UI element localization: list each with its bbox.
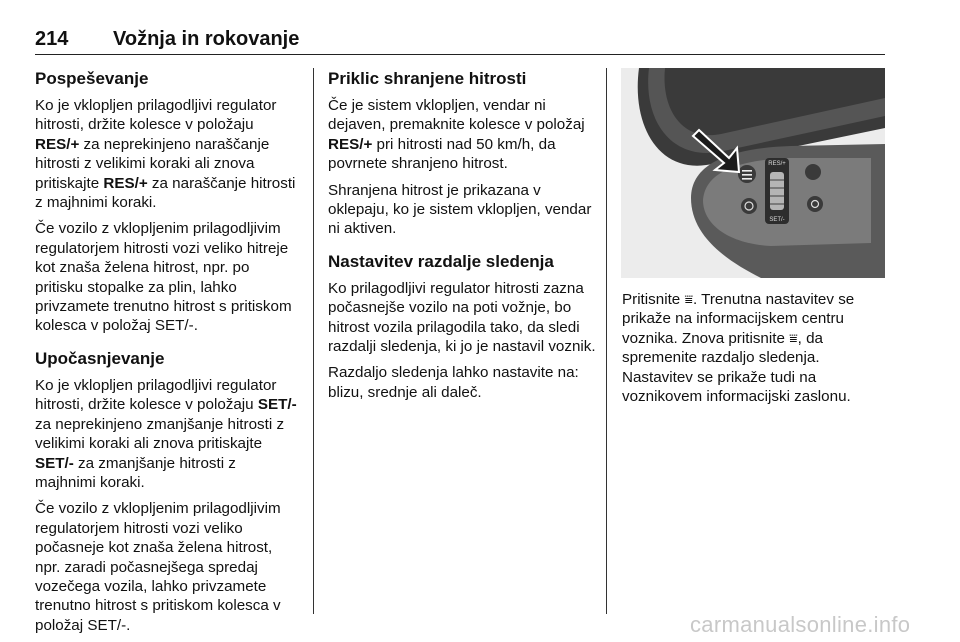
page-header [35,28,885,55]
page-number: 214 [35,28,69,50]
column-2 [328,68,600,409]
paragraph: Shranjena hitrost je prikazana v oklepaju, ko je sistem vklopljen, vendar ni aktiven. [328,181,592,238]
cruise-icon [741,198,757,214]
paragraph: Pritisnite ⩸. Trenutna nastavitev se prikaže na informacijskem centru voznika. Znova pritisnite ⩸, da spremenite razdaljo sledenja. Nastavitev se prikaže tudi na voznikovem informacijski zaslonu. [622,291,855,406]
paragraph: Ko je vklopljen prilagodljivi regulator hitrosti, držite kolesce v položaju RES/+ za neprekinjeno naraščanje hitrosti z velikimi koraki ali znova pritiskajte RES/+ za naraščanje hitrosti z majhnimi koraki. [35,97,296,212]
steering-wheel-illustration [621,68,885,278]
column-divider [313,68,314,614]
following-distance-icon: ⩸ [684,291,693,307]
column-3 [622,290,890,413]
chapter-title: Vožnja in rokovanje [113,28,300,50]
res-label: RES/+ [768,161,786,167]
heading-deceleration: Upočasnjevanje [35,348,165,368]
heading-recall-speed: Priklic shranjene hitrosti [328,69,527,88]
column-1 [35,68,300,642]
paragraph: Razdaljo sledenja lahko nastavite na: blizu, srednje ali daleč. [328,364,579,401]
settings-icon [807,196,823,212]
paragraph: Če vozilo z vklopljenim prilagodljivim regulatorjem hitrosti vozi veliko počasneje kot znaša želena hitrost, npr. zaradi počasnejšega spredaj vozečega vozila, lahko privzamete trenutno hitrost s pritiskom kolesca v položaj SET/-. [35,500,281,634]
paragraph: Ko prilagodljivi regulator hitrosti zazna počasnejše vozilo na poti vožnje, bo hitrost vozila prilagodila tako, da sledi razdalji sledenja, ki jo je nastavil voznik. [328,279,596,356]
set-label: SET/- [769,217,785,223]
paragraph: Če je sistem vklopljen, vendar ni dejaven, premaknite kolesce v položaj RES/+ pri hitrosti nad 50 km/h, da povrnete shranjeno hitrost. [328,97,585,173]
paragraph: Če vozilo z vklopljenim prilagodljivim regulatorjem hitrosti vozi veliko hitreje kot znaša želena hitrost, npr. po pritisku stopalke za plin, lahko privzamete trenutno hitrost s pritiskom kolesca v položaj SET/-. [35,220,292,335]
heading-acceleration: Pospeševanje [35,69,149,88]
following-distance-icon: ⩸ [789,329,798,346]
paragraph: Ko je vklopljen prilagodljivi regulator hitrosti, držite kolesce v položaju SET/- za neprekinjeno zmanjšanje hitrosti z velikimi koraki ali znova pritiskajte SET/- za zmanjšanje hitrosti z majhnimi koraki. [35,376,297,491]
watermark: carmanualsonline.info [690,612,911,637]
limiter-icon [805,164,821,180]
heading-following-distance: Nastavitev razdalje sledenja [328,251,554,271]
column-divider [606,68,607,614]
